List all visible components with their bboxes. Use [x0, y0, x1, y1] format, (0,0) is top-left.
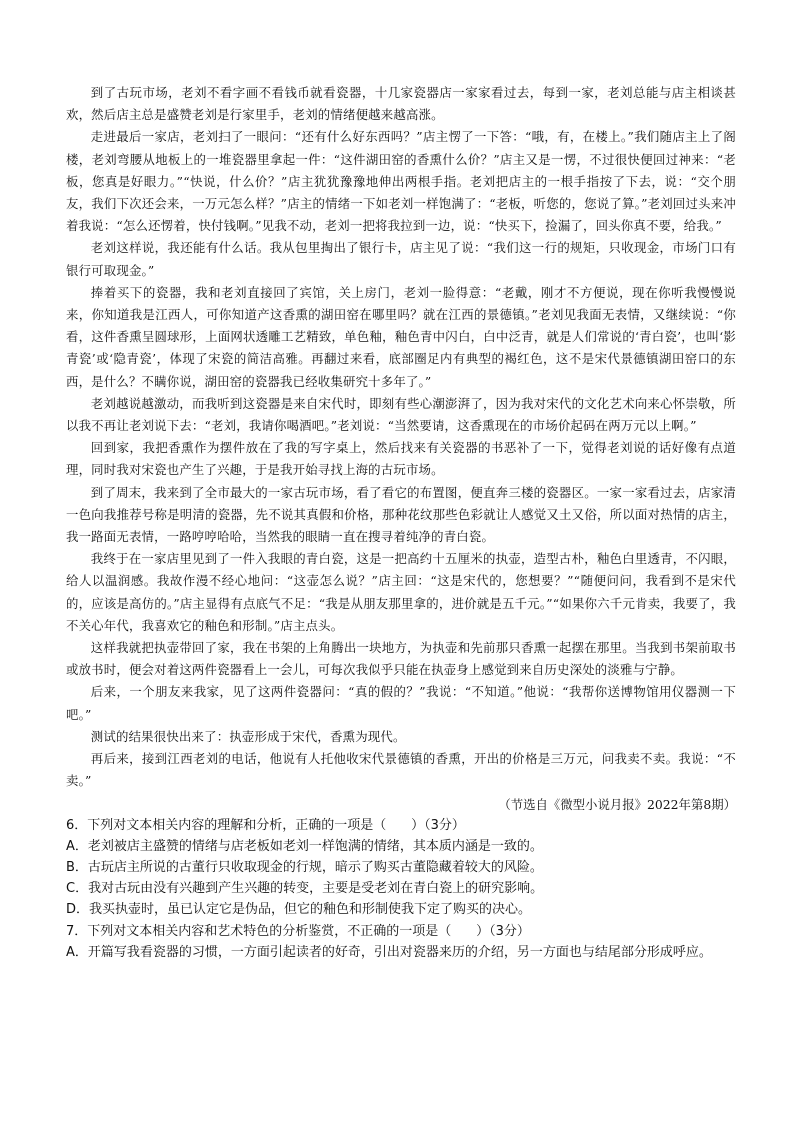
story-paragraph: 走进最后一家店，老刘扫了一眼问：“还有什么好东西吗？”店主愣了一下答：“哦，有，在楼上。”我们随店主上了阁楼，老刘弯腰从地板上的一堆瓷器里拿起一件：“这件湖田窑的香熏什么价？”店主又是一愣，不过很快便回过神来：“老板，您真是好眼力。”“快说，什么价？”店主犹犹豫豫地伸出两根手指。老刘把店主的一根手指按了下去，说：“交个朋友，我们下次还会来，一万元怎么样？”店主的情绪一下如老刘一样饱满了：“老板，听您的，您说了算。”老刘回过头来冲着我说：“怎么还愣着，快付钱啊。”见我不动，老刘一把将我拉到一边，说：“快买下，捡漏了，回头你真不要，给我。” [66, 129, 736, 234]
question-6-option-c: C．我对古玩由没有兴趣到产生兴趣的转变，主要是受老刘在青白瓷上的研究影响。 [66, 881, 544, 897]
story-paragraph: 这样我就把执壶带回了家，我在书架的上角腾出一块地方，为执壶和先前那只香熏一起摆在那里。当我到书架前取书或放书时，便会对着这两件瓷器看上一会儿，可每次我似乎只能在执壶身上感觉到来自历史深处的淡雅与宁静。 [66, 640, 736, 678]
question-7-marks: ）（3分） [476, 923, 530, 939]
question-7-text: 7．下列对文本相关内容和艺术特色的分析鉴赏，不正确的一项是（ [66, 923, 452, 939]
story-paragraph: 回到家，我把香熏作为摆件放在了我的写字桌上，然后找来有关瓷器的书恶补了一下，觉得老刘说的话好像有点道理，同时我对宋瓷也产生了兴趣，于是我开始寻找上海的古玩市场。 [66, 440, 736, 478]
question-6-option-a: A．老刘被店主盛赞的情绪与店老板如老刘一样饱满的情绪，其本质内涵是一致的。 [66, 838, 543, 854]
story-paragraph: 我终于在一家店里见到了一件入我眼的青白瓷，这是一把高约十五厘米的执壶，造型古朴，釉色白里透青，不闪眼，给人以温润感。我故作漫不经心地问：“这壶怎么说？”店主回：“这是宋代的，您想要？”“随便问问，我看到不是宋代的，应该是高仿的。”店主显得有点底气不足：“我是从朋友那里拿的，进价就是五千元。”“如果你六千元肯卖，我要了，我不关心年代，我喜欢它的釉色和形制。”店主点头。 [66, 551, 736, 633]
story-paragraph: 捧着买下的瓷器，我和老刘直接回了宾馆，关上房门，老刘一脸得意：“老戴，刚才不方便说，现在你听我慢慢说来，你知道我是江西人，可你知道产这香熏的湖田窑在哪里吗？就在江西的景德镇。”老刘见我面无表情，又继续说：“你看，这件香熏呈圆球形，上面网状透雕工艺精致，单色釉，釉色青中闪白，白中泛青，就是人们常说的‘青白瓷’，也叫‘影青瓷’或‘隐青瓷’，体现了宋瓷的简洁高雅。再翻过来看，底部圈足内有典型的褐红色，这不是宋代景德镇湖田窑口的东西，是什么？不瞒你说，湖田窑的瓷器我已经收集研究十多年了。” [66, 284, 736, 389]
story-paragraph: 测试的结果很快出来了：执壶形成于宋代，香熏为现代。 [90, 728, 406, 744]
story-paragraph: 老刘越说越激动，而我听到这瓷器是来自宋代时，即刻有些心潮澎湃了，因为我对宋代的文化艺术向来心怀崇敬，所以我不再让老刘说下去：“老刘，我请你喝酒吧。”老刘说：“当然要请，这香熏现在的市场价起码在两万元以上啊。” [66, 395, 736, 434]
question-6-option-b: B．古玩店主所说的古董行只收取现金的行规，暗示了购买古董隐藏着较大的风险。 [66, 859, 543, 875]
source-citation: （节选自《微型小说月报》2022年第8期） [498, 796, 736, 812]
question-6-text: 6．下列对文本相关内容的理解和分析，正确的一项是（ [66, 817, 387, 833]
story-paragraph: 再后来，接到江西老刘的电话，他说有人托他收宋代景德镇的香熏，开出的价格是三万元，问我卖不卖。我说：“不卖。” [66, 751, 736, 789]
questions [66, 815, 736, 963]
question-6-marks: ）（3分） [411, 817, 465, 833]
question-6-option-d: D．我买执壶时，虽已认定它是伪品，但它的釉色和形制使我下定了购买的决心。 [66, 902, 532, 918]
question-7-stem [66, 921, 736, 942]
story-paragraph: 后来，一个朋友来我家，见了这两件瓷器问：“真的假的？”我说：“不知道。”他说：“我帮你送博物馆用仪器测一下吧。” [66, 684, 736, 722]
question-6-stem [66, 815, 736, 836]
story-paragraph: 到了周末，我来到了全市最大的一家古玩市场，看了看它的布置图，便直奔三楼的瓷器区。一家一家看过去，店家清一色向我推荐号称是明清的瓷器，先不说其真假和价格，那种花纹那些色彩就让人感觉又土又俗，所以面对热情的店主，我一路面无表情，一路哼哼哈哈，当然我的眼睛一直在搜寻着纯净的青白瓷。 [66, 484, 736, 545]
question-7-option-a: A．开篇写我看瓷器的习惯，一方面引起读者的好奇，引出对瓷器来历的介绍，另一方面也与结尾部分形成呼应。 [66, 944, 712, 960]
story-paragraph: 到了古玩市场，老刘不看字画不看钱币就看瓷器，十几家瓷器店一家家看过去，每到一家，老刘总能与店主相谈甚欢，然后店主总是盛赞老刘是行家里手，老刘的情绪便越来越高涨。 [66, 85, 736, 123]
story-paragraph: 老刘这样说，我还能有什么话。我从包里掏出了银行卡，店主见了说：“我们这一行的规矩，只收现金，市场门口有银行可取现金。” [66, 240, 736, 278]
story-text [66, 82, 736, 815]
